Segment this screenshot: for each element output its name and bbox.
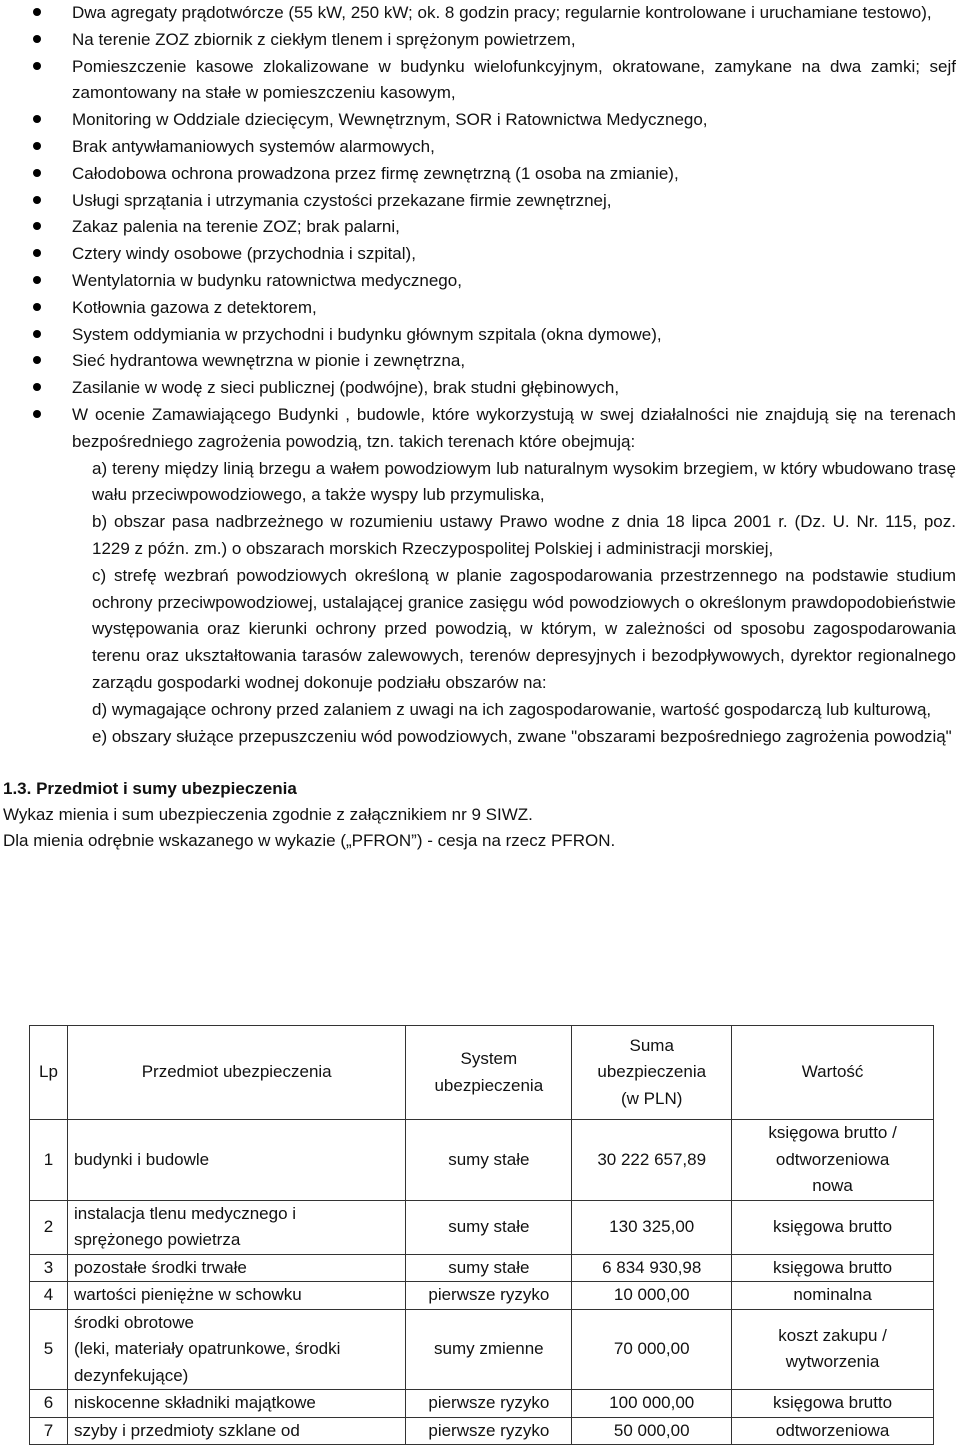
flood-zone-text: powodzią, w którym, w zależności od sposobu zagospodarowania terenu oraz ukształtowania [92,619,956,666]
flood-zone-text: d) wymagające ochrony przed zalaniem z uwagi na ich zagospodarowanie, wartość gospodarczą [92,699,822,719]
cell-text: 6 [43,1393,54,1412]
cell-text: 70 000,00 [613,1339,690,1358]
cell-system [406,1417,572,1445]
bullet-dot-icon [33,303,41,311]
bullet-dot-icon [33,62,41,70]
bullet-dot-icon [33,222,41,230]
bullet-item [0,348,960,375]
header-lp [30,1026,68,1120]
bullet-dot-icon [33,249,41,257]
cell-text: 3 [43,1257,54,1277]
flood-zone-text: c) strefę wezbrań powodziowych określoną w planie zagospodarowania przestrzennego na [92,565,805,585]
bullet-text: się na terenach bezpośredniego zagrożenia powodzią, tzn. takich terenach które obejmują: [72,404,956,451]
bullet-dot-icon [33,8,41,16]
table-row [30,1200,934,1254]
cell-text: księgowa brutto / [768,1123,897,1142]
bullet-item [0,241,960,268]
table-row [30,1417,934,1445]
bullet-text: Cztery windy osobowe (przychodnia i szpital), [72,244,416,264]
cell-system [406,1120,572,1201]
cell-lp [30,1120,68,1201]
flood-zone-text: zagrożenia powodzią" [785,726,952,746]
bullet-text: Dwa agregaty prądotwórcze (55 kW, 250 kW; ok. 8 godzin pracy; regularnie kontrolowane i [72,3,755,22]
header-system [406,1026,572,1120]
cell-sum [572,1390,732,1418]
cell-subject [67,1254,405,1282]
cell-lp [30,1282,68,1310]
flood-zone-text: gospodarki wodnej dokonuje podziału obszarów na: [157,672,547,692]
flood-zone-text: wbudowano trasę wału przeciwpowodziowego, a także wyspy lub przymuliska, [92,458,956,505]
bullet-text: zamki; sejf zamontowany na stałe w pomieszczeniu kasowym, [72,56,956,103]
cell-subject [67,1120,405,1201]
cell-text: 1 [43,1149,54,1169]
bullet-item [0,134,960,161]
bullet-text: System oddymiania w przychodni i budynku głównym szpitala (okna dymowe), [72,324,662,344]
header-sum [572,1026,732,1120]
flood-zone-item [0,563,960,697]
cell-text: środki obrotowe [73,1312,194,1332]
bullet-text: Zasilanie w wodę z sieci publicznej (podwójne), brak studni głębinowych, [72,378,620,398]
cell-text: odtworzeniowa [775,1420,890,1440]
header-text: Suma [629,1035,674,1055]
cell-subject [67,1309,405,1390]
header-text: ubezpieczenia [597,1062,707,1082]
bullet-text: Pomieszczenie kasowe zlokalizowane w budynku wielofunkcyjnym, okratowane, zamykane na dwa [72,56,862,76]
cell-sum [572,1417,732,1445]
flood-zone-item [0,509,960,563]
bullet-item [0,54,960,108]
cell-system [406,1282,572,1310]
bullet-dot-icon [33,196,41,204]
flood-zone-text: b) obszar pasa nadbrzeżnego w rozumieniu ustawy Prawo wodne z dnia 18 lipca 2001 r. (Dz. U. [92,512,850,532]
bullet-text: Na terenie ZOZ zbiornik z ciekłym tlenem i sprężonym powietrzem, [72,29,576,49]
table-row [30,1390,934,1418]
bullet-dot-icon [33,115,41,123]
cell-text: sumy stałe [448,1257,530,1277]
cell-text: nominalna [793,1285,872,1304]
cell-subject [67,1417,405,1445]
bullet-text: Wentylatornia w budynku ratownictwa medycznego, [72,270,462,290]
cell-text: budynki i budowle [73,1149,210,1169]
bullet-text: uruchamiane testowo), [759,3,932,22]
cell-sum [572,1120,732,1201]
cell-text: pierwsze ryzyko [428,1285,550,1304]
cell-subject [67,1200,405,1254]
cell-text: niskocenne składniki majątkowe [73,1393,316,1412]
cell-text: 4 [43,1285,54,1304]
table-body [30,1120,934,1445]
cell-text: nowa [812,1176,853,1195]
flood-zone-text: a) tereny między linią brzegu a wałem powodziowym lub naturalnym wysokim brzegiem, w który [92,458,818,478]
cell-text: wartości pieniężne w schowku [73,1285,302,1304]
cell-sum [572,1200,732,1254]
section-heading: 1.3. Przedmiot i sumy ubezpieczenia [3,779,297,799]
bullet-item [0,188,960,215]
bullet-dot-icon [33,169,41,177]
bullet-text: Zakaz palenia na terenie ZOZ; brak palarni, [72,217,400,237]
header-text: (w PLN) [621,1088,683,1108]
cell-system [406,1309,572,1390]
cell-sum [572,1309,732,1390]
cell-value [732,1200,934,1254]
cell-text: szyby i przedmioty szklane od [73,1420,300,1440]
table-row [30,1120,934,1201]
section-text-line: Wykaz mienia i sum ubezpieczenia zgodnie z załącznikiem nr 9 SIWZ. [3,805,533,825]
bullet-item [0,322,960,349]
bullet-item [0,27,960,54]
table-header-row [30,1026,934,1120]
bullet-item [0,268,960,295]
flood-zone-item [0,724,960,751]
section-text-line: Dla mienia odrębnie wskazanego w wykazie („PFRON”) - cesja na rzecz PFRON. [3,831,616,851]
bullet-text: Brak antywłamaniowych systemów alarmowych, [72,136,435,156]
cell-text: sumy stałe [448,1149,530,1169]
cell-lp [30,1309,68,1390]
header-text: Lp [39,1062,58,1082]
cell-text: sumy zmienne [434,1339,544,1358]
cell-text: sprężonego powietrza [73,1230,241,1249]
bullet-item [0,402,960,456]
flood-zone-text: powodziowych o określonym prawdopodobieństwie występowania oraz kierunki ochrony przed [92,592,956,639]
flood-zone-text: tarasów zalewowych, terenów depresyjnych i bezodpływowych, dyrektor regionalnego zarządu [92,646,956,692]
cell-system [406,1390,572,1418]
cell-text: 5 [43,1339,54,1358]
bullet-text: W ocenie Zamawiającego Budynki , budowle, które wykorzystują w swej działalności nie znajdują [72,404,829,424]
cell-text: 7 [43,1420,54,1440]
bullet-text: Kotłownia gazowa z detektorem, [72,297,317,317]
cell-subject [67,1282,405,1310]
cell-system [406,1200,572,1254]
bullet-text: Sieć hydrantowa wewnętrzna w pionie i zewnętrzna, [72,351,466,371]
table-row [30,1282,934,1310]
cell-text: instalacja tlenu medycznego i [73,1203,297,1223]
cell-system [406,1254,572,1282]
flood-zone-text: Nr. 115, poz. 1229 z późn. zm.) o obszarach morskich Rzeczypospolitej Polskiej i administracji [92,512,956,558]
bullet-item [0,161,960,188]
bullet-dot-icon [33,410,41,418]
cell-value [732,1254,934,1282]
cell-lp [30,1390,68,1418]
header-text: Przedmiot ubezpieczenia [141,1062,332,1082]
cell-value [732,1309,934,1390]
cell-text: 130 325,00 [609,1216,695,1236]
flood-zone-text: morskiej, [705,538,774,558]
section-1-3 [0,776,960,854]
table-row [30,1309,934,1390]
bullet-item [0,375,960,402]
cell-text: 10 000,00 [613,1285,690,1304]
bullet-text: Usługi sprzątania i utrzymania czystości przekazane firmie zewnętrznej, [72,190,612,210]
bullet-item [0,295,960,322]
bullet-item [0,0,960,27]
cell-value [732,1417,934,1445]
header-subject [67,1026,405,1120]
risk-description-list [0,0,960,456]
cell-value [732,1120,934,1201]
flood-zone-definitions [0,456,960,751]
header-value [732,1026,934,1120]
header-text: Wartość [801,1062,864,1082]
bullet-dot-icon [33,276,41,284]
bullet-dot-icon [33,383,41,391]
flood-zone-item [0,697,960,724]
cell-text: wytworzenia [785,1352,880,1372]
flood-zone-text: podstawie studium ochrony przeciwpowodziowej, ustalającej granice zasięgu wód [92,565,956,612]
cell-text: 2 [43,1216,54,1236]
cell-text: pierwsze ryzyko [428,1420,550,1440]
cell-sum [572,1282,732,1310]
table-row [30,1254,934,1282]
flood-zone-text: e) obszary służące przepuszczeniu wód powodziowych, zwane "obszarami bezpośredniego [92,726,782,746]
cell-text: 30 222 657,89 [597,1149,707,1169]
cell-text: dezynfekujące) [73,1365,189,1385]
cell-value [732,1282,934,1310]
cell-text: 100 000,00 [609,1393,695,1412]
bullet-dot-icon [33,356,41,364]
header-text: System [460,1049,518,1068]
cell-sum [572,1254,732,1282]
cell-text: odtworzeniowa [775,1149,890,1169]
flood-zone-item [0,456,960,510]
cell-lp [30,1254,68,1282]
cell-text: księgowa brutto [773,1393,893,1412]
header-text: ubezpieczenia [434,1075,544,1095]
bullet-dot-icon [33,142,41,150]
bullet-item [0,214,960,241]
cell-subject [67,1390,405,1418]
cell-text: koszt zakupu / [778,1325,887,1345]
insurance-table [29,1025,934,1445]
cell-text: 50 000,00 [613,1420,690,1440]
cell-value [732,1390,934,1418]
bullet-text: Monitoring w Oddziale dziecięcym, Wewnętrznym, SOR i Ratownictwa Medycznego, [72,110,708,130]
bullet-item [0,107,960,134]
bullet-dot-icon [33,35,41,43]
bullet-text: Całodobowa ochrona prowadzona przez firmę zewnętrzną (1 osoba na zmianie), [72,163,679,183]
bullet-dot-icon [33,330,41,338]
cell-text: 6 834 930,98 [602,1257,702,1277]
cell-text: księgowa brutto [773,1216,893,1236]
cell-lp [30,1417,68,1445]
flood-zone-text: lub kulturową, [826,699,932,719]
cell-text: pierwsze ryzyko [428,1393,550,1412]
cell-text: sumy stałe [448,1216,530,1236]
cell-text: księgowa brutto [773,1257,893,1277]
cell-text: (leki, materiały opatrunkowe, środki [73,1339,341,1358]
cell-lp [30,1200,68,1254]
cell-text: pozostałe środki trwałe [73,1257,247,1277]
